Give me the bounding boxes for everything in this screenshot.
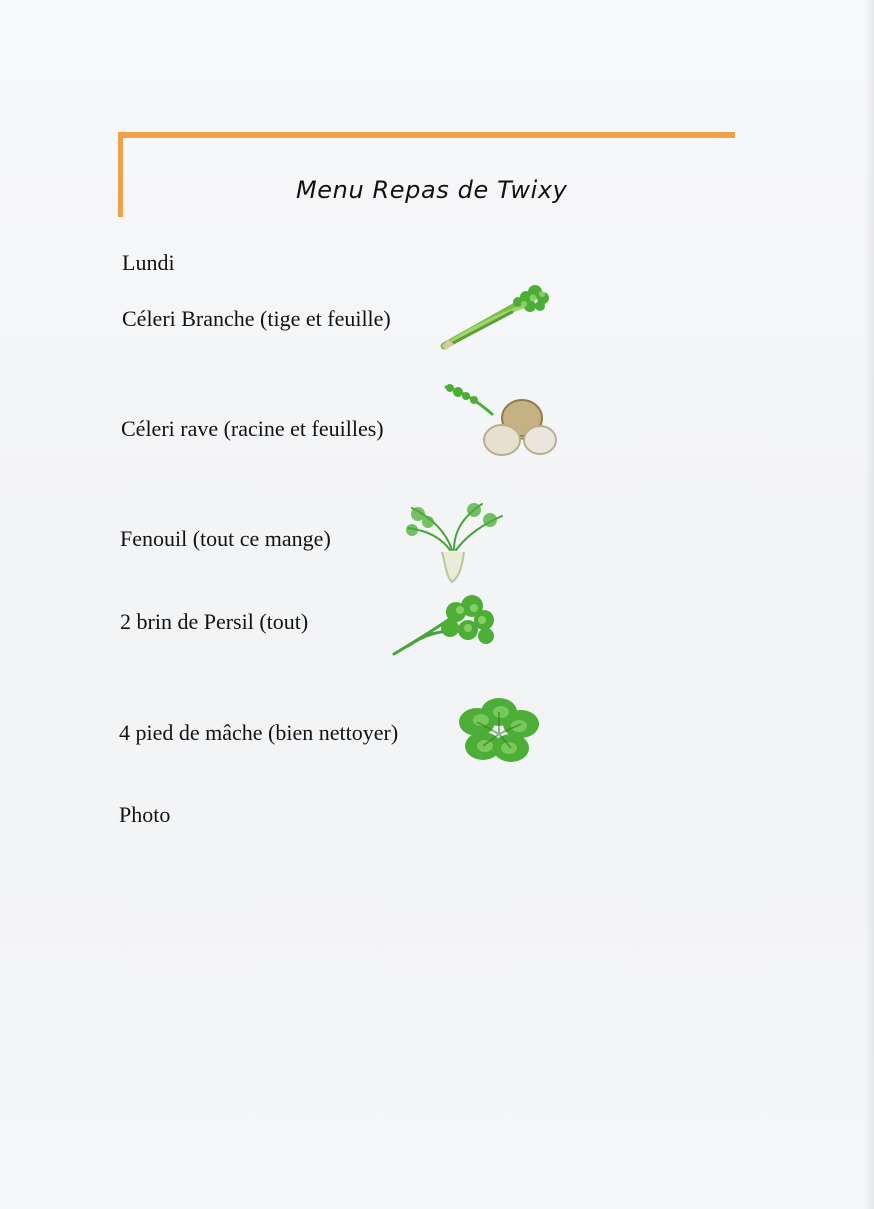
lambs-lettuce-icon [455,696,545,768]
item-label-celery-stalk: Céleri Branche (tige et feuille) [122,306,391,331]
item-label-lambs-lettuce: 4 pied de mâche (bien nettoyer) [119,720,399,745]
item-label-celeriac: Céleri rave (racine et feuilles) [121,416,384,441]
fennel-icon [402,496,508,584]
item-label-fennel: Fenouil (tout ce mange) [120,526,331,551]
item-label-parsley: 2 brin de Persil (tout) [120,609,309,634]
parsley-icon [390,586,502,660]
celery-stalk-icon [438,282,552,352]
accent-left-line [118,132,123,217]
celeriac-icon [440,382,562,464]
day-label: Lundi [122,250,175,275]
photo-label: Photo [119,802,171,827]
page-title: Menu Repas de Twixy [296,176,568,204]
accent-top-line [118,132,735,138]
